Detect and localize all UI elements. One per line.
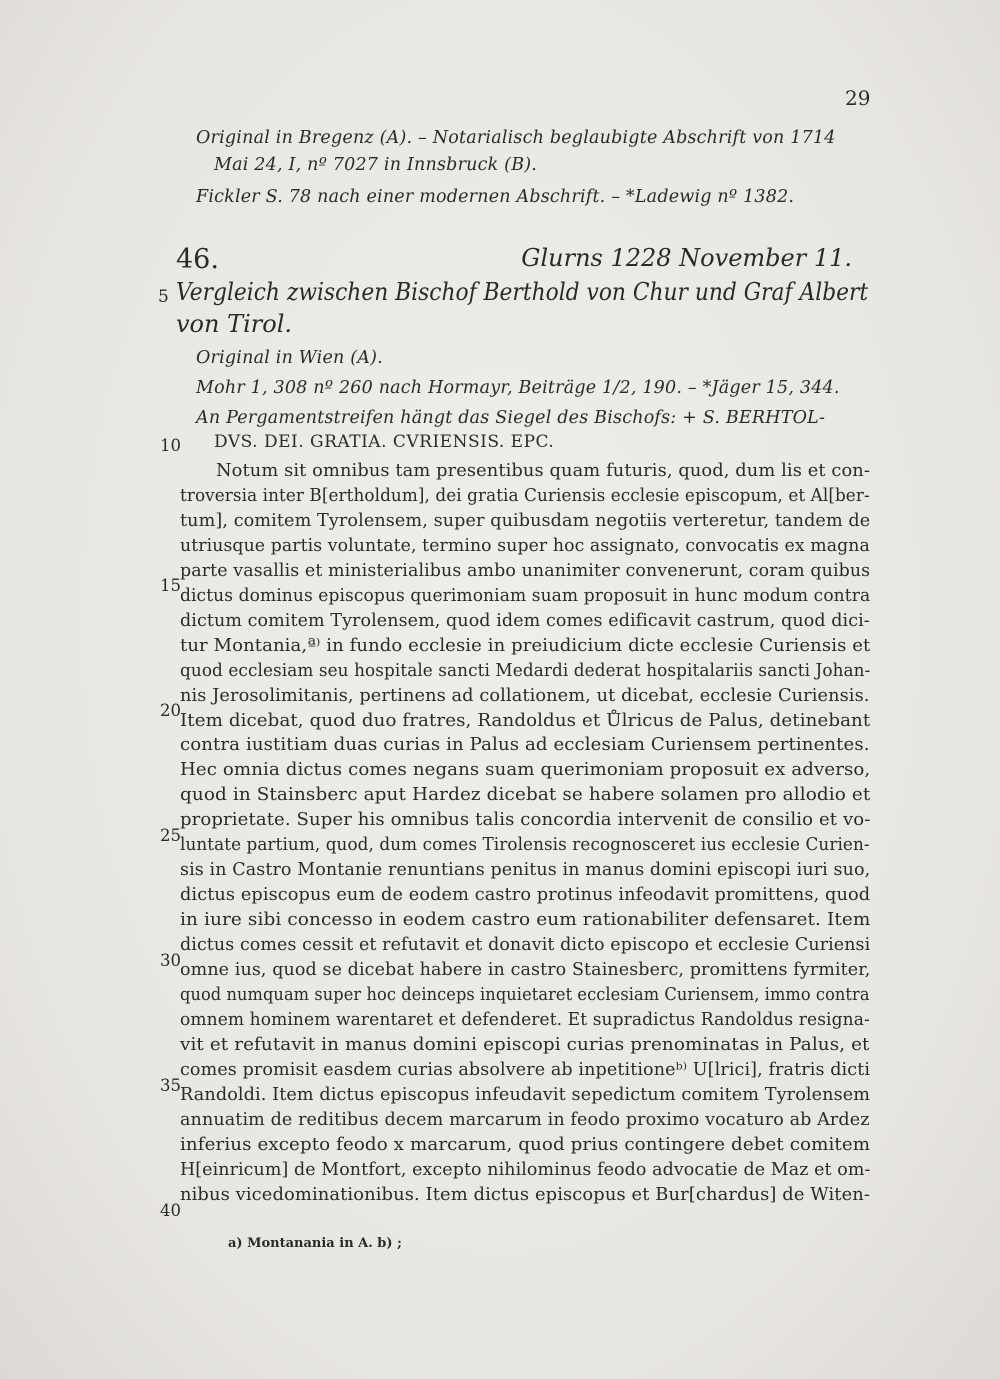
charter-text-line: quod ecclesiam seu hospitale sancti Medardi dederat hospitalariis sancti Johan- <box>180 660 871 681</box>
charter-text-line: Item dicebat, quod duo fratres, Randoldus et Ůlricus de Palus, detinebant <box>180 710 871 731</box>
charter-text-line: dictus dominus episcopus querimoniam suam proposuit in hunc modum contra <box>180 585 871 606</box>
document-place-date: Glurns 1228 November 11. <box>521 244 852 272</box>
document-title-line: von Tirol. <box>176 310 293 338</box>
header-note-line: Mai 24, I, nº 7027 in Innsbruck (B). <box>214 155 538 175</box>
line-number: 15 <box>160 576 181 595</box>
line-number: 20 <box>160 701 181 720</box>
charter-text-line: nibus vicedominationibus. Item dictus episcopus et Bur[chardus] de Witen- <box>180 1184 871 1205</box>
charter-text-line: sis in Castro Montanie renuntians penitus in manus domini episcopi iuri suo, <box>180 860 871 881</box>
charter-text-line: dictum comitem Tyrolensem, quod idem comes edificavit castrum, quod dici- <box>180 610 870 631</box>
charter-text-line: contra iustitiam duas curias in Palus ad ecclesiam Curiensem pertinentes. <box>180 735 870 756</box>
charter-text-line: omne ius, quod se dicebat habere in castro Stainesberc, promittens fyrmiter, <box>180 960 871 980</box>
charter-text-line: Randoldi. Item dictus episcopus infeudavit sepedictum comitem Tyrolensem <box>180 1084 871 1105</box>
line-number: 25 <box>160 826 181 845</box>
charter-text-line: dictus episcopus eum de eodem castro protinus infeodavit promittens, quod <box>180 885 871 906</box>
seal-legend: DVS. DEI. GRATIA. CVRIENSIS. EPC. <box>214 432 555 452</box>
source-note: Original in Wien (A). <box>196 348 383 368</box>
line-number: 35 <box>160 1076 181 1095</box>
charter-text-line: quod in Stainsberc aput Hardez dicebat se habere solamen pro allodio et <box>180 785 871 806</box>
charter-text-line: vit et refutavit in manus domini episcopi curias prenominatas in Palus, et <box>180 1034 870 1055</box>
charter-text-line: annuatim de reditibus decem marcarum in feodo proximo vocaturo ab Ardez <box>180 1109 870 1130</box>
document-number: 46. <box>176 244 219 275</box>
line-number: 5 <box>158 287 169 307</box>
charter-text-line: troversia inter B[ertholdum], dei gratia Curiensis ecclesie episcopum, et Al[ber- <box>180 485 870 506</box>
seal-note: An Pergamentstreifen hängt das Siegel des Bischofs: + S. BERHTOL- <box>196 408 826 428</box>
charter-text-line: parte vasallis et ministerialibus ambo unanimiter convenerunt, coram quibus <box>180 560 871 581</box>
charter-text-line: dictus comes cessit et refutavit et donavit dicto episcopo et ecclesie Curiensi <box>180 935 871 956</box>
line-number: 30 <box>160 951 181 970</box>
charter-text-line: omnem hominem warentaret et defenderet. Et supradictus Randoldus resigna- <box>180 1009 870 1030</box>
charter-text-line: Notum sit omnibus tam presentibus quam futuris, quod, dum lis et con- <box>216 461 870 481</box>
line-number: 40 <box>160 1201 181 1220</box>
footnote: a) Montanania in A. b) ; <box>228 1236 402 1251</box>
charter-text-line: comes promisit easdem curias absolvere ab inpetitioneᵇ⁾ U[lrici], fratris dicti <box>180 1059 871 1080</box>
header-note-line: Fickler S. 78 nach einer modernen Abschrift. – *Ladewig nº 1382. <box>196 187 795 207</box>
charter-text-line: nis Jerosolimitanis, pertinens ad collationem, ut dicebat, ecclesie Curiensis. <box>180 685 870 706</box>
charter-text-line: proprietate. Super his omnibus talis concordia intervenit de consilio et vo- <box>180 810 871 831</box>
charter-text-line: in iure sibi concesso in eodem castro eum rationabiliter defensaret. Item <box>180 910 871 931</box>
document-title-line: Vergleich zwischen Bischof Berthold von Chur und Graf Albert <box>176 278 869 306</box>
charter-text-line: luntate partium, quod, dum comes Tirolensis recognosceret ius ecclesie Curien- <box>180 835 870 856</box>
page-number: 29 <box>845 86 871 110</box>
charter-text-line: quod numquam super hoc deinceps inquietaret ecclesiam Curiensem, immo contra <box>180 984 870 1005</box>
charter-text-line: Hec omnia dictus comes negans suam querimoniam proposuit ex adverso, <box>180 760 871 781</box>
charter-text-line: H[einricum] de Montfort, excepto nihilominus feodo advocatie de Maz et om- <box>180 1159 871 1180</box>
source-note: Mohr 1, 308 nº 260 nach Hormayr, Beiträge 1/2, 190. – *Jäger 15, 344. <box>196 378 840 398</box>
charter-text-line: utriusque partis voluntate, termino super hoc assignato, convocatis ex magna <box>180 535 870 556</box>
line-number: 10 <box>160 436 181 455</box>
charter-text-line: inferius excepto feodo x marcarum, quod prius contingere debet comitem <box>180 1134 871 1155</box>
charter-text-line: tur Montania,ª⁾ in fundo ecclesie in preiudicium dicte ecclesie Curiensis et <box>180 635 871 656</box>
charter-text-line: tum], comitem Tyrolensem, super quibusdam negotiis verteretur, tandem de <box>180 510 871 531</box>
header-note-line: Original in Bregenz (A). – Notarialisch beglaubigte Abschrift von 1714 <box>196 128 836 148</box>
